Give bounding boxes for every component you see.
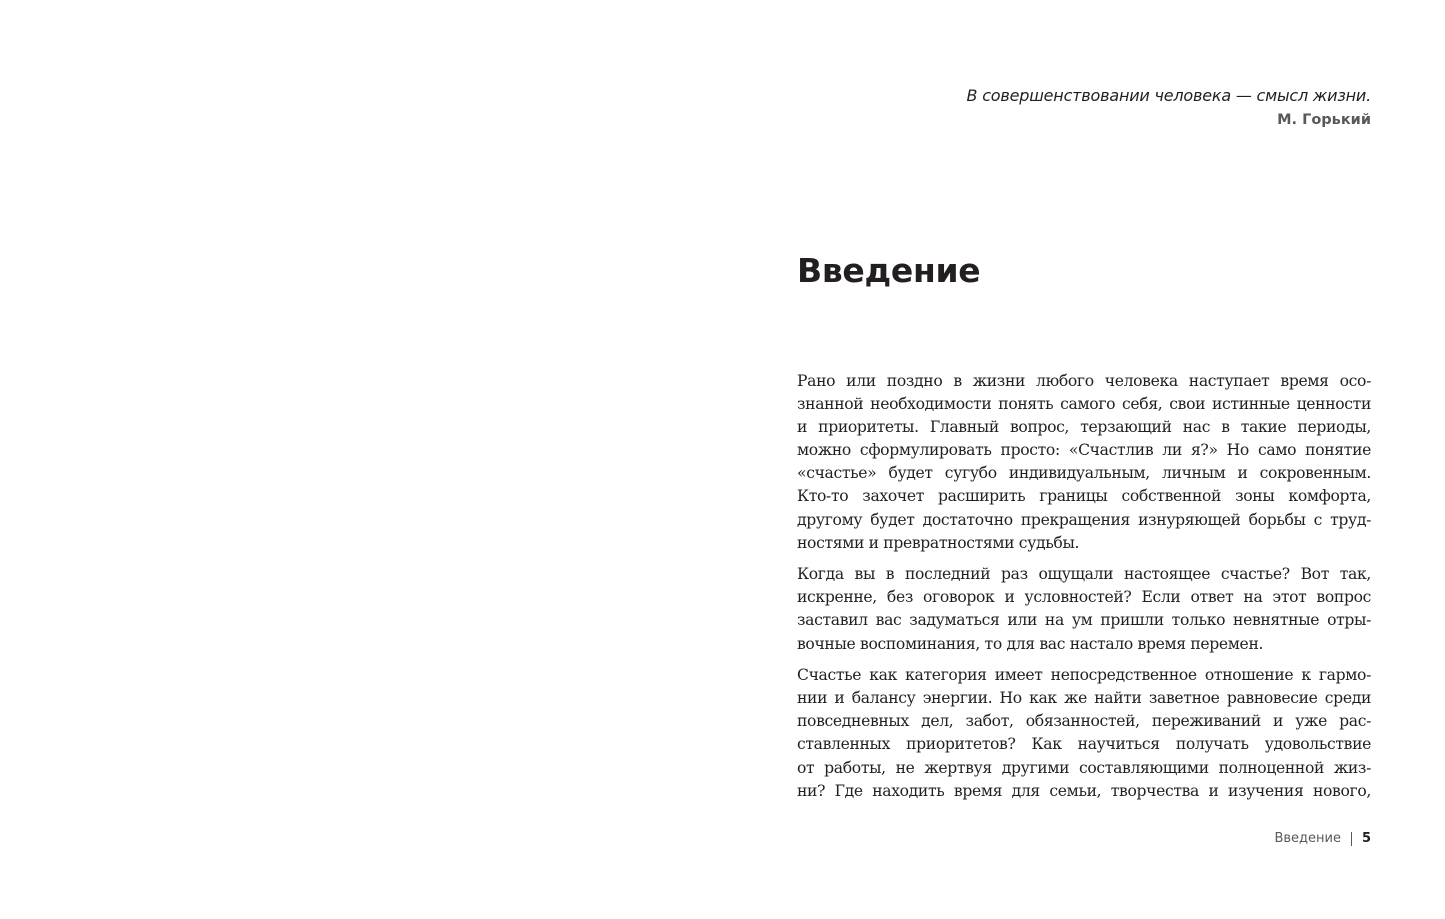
text-line: нии и балансу энергии. Но как же найти заветное равновесие среди <box>797 689 1371 708</box>
text-line: другому будет достаточно прекращения изнуряющей борьбы с труд- <box>797 510 1371 529</box>
text-line: ставленных приоритетов? Как научиться получать удовольствие <box>797 735 1371 754</box>
text-line: повседневных дел, забот, обязанностей, переживаний и уже рас- <box>797 712 1371 731</box>
page-number: 5 <box>1361 831 1371 846</box>
epigraph-author: М. Горький <box>1277 112 1371 128</box>
right-page <box>722 0 1445 919</box>
paragraph-2 <box>797 563 1371 655</box>
running-footer <box>1274 830 1371 848</box>
epigraph <box>967 84 1371 132</box>
text-line: Когда вы в последний раз ощущали настоящее счастье? Вот так, <box>797 565 1371 584</box>
paragraph-3 <box>797 664 1371 803</box>
body-text <box>797 370 1371 811</box>
text-line: ни? Где находить время для семьи, творчества и изучения нового, <box>797 781 1371 800</box>
text-line: заставил вас задуматься или на ум пришли только невнятные отры- <box>797 611 1371 630</box>
text-line: от работы, не жертвуя другими составляющими полноценной жиз- <box>797 758 1371 777</box>
text-line: «счастье» будет сугубо индивидуальным, личным и сокровенным. <box>797 464 1371 483</box>
text-line: Кто-то захочет расширить границы собственной зоны комфорта, <box>797 487 1371 506</box>
text-line: Рано или поздно в жизни любого человека наступает время осо- <box>797 372 1371 390</box>
text-line: Счастье как категория имеет непосредственное отношение к гармо- <box>797 666 1371 685</box>
text-line: искренне, без оговорок и условностей? Если ответ на этот вопрос <box>797 588 1371 607</box>
paragraph-1 <box>797 370 1371 555</box>
left-page-blank <box>0 0 722 919</box>
epigraph-quote: В совершенствовании человека — смысл жизни. <box>966 86 1371 105</box>
text-line: можно сформулировать просто: «Счастлив ли я?» Но само понятие <box>797 441 1371 460</box>
text-line: ностями и превратностями судьбы. <box>797 533 1080 552</box>
text-line: знанной необходимости понять самого себя, свои истинные ценности <box>797 395 1371 414</box>
text-line: и приоритеты. Главный вопрос, терзающий нас в такие периоды, <box>797 418 1371 437</box>
text-line: вочные воспоминания, то для вас настало время перемен. <box>797 634 1264 653</box>
chapter-title: Введение <box>797 251 981 290</box>
footer-section-title: Введение <box>1274 831 1341 846</box>
footer-divider <box>1351 832 1352 846</box>
